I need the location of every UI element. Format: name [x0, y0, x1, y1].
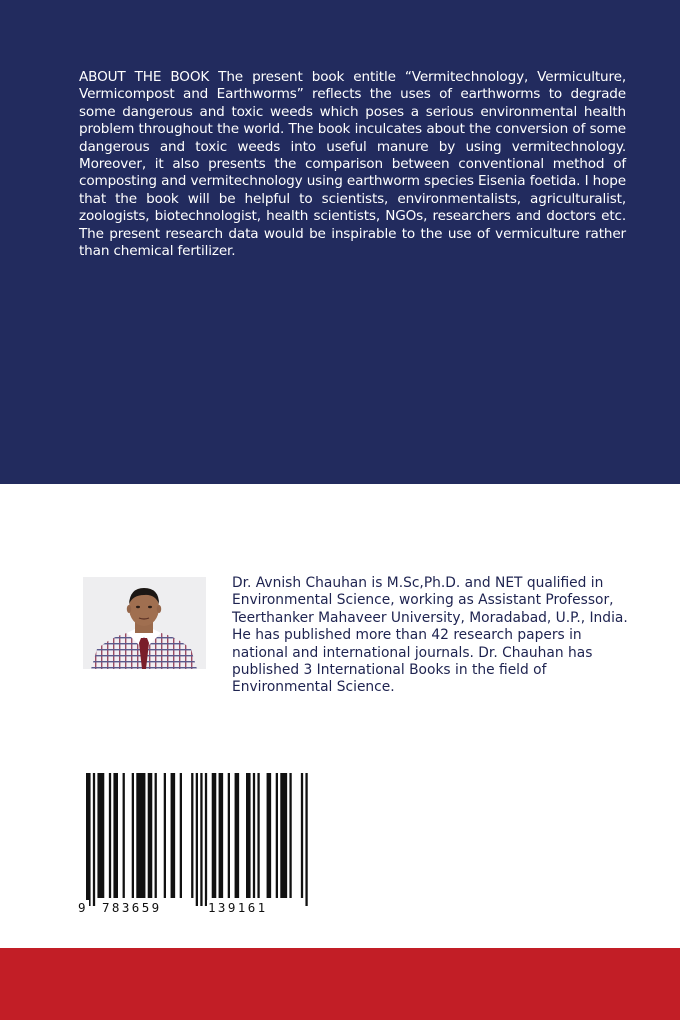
barcode-left-digits: 783659 [102, 900, 162, 915]
about-the-book-text: ABOUT THE BOOK The present book entitle “Vermitechnology, Vermiculture, Vermicompost and Earthworms” reflects the uses of earthworms to degrade some dangerous and toxic weeds which poses a serious environmental health problem throughout the world. The book inculcates about the conversion of some dangerous and toxic weeds into useful manure by using vermitechnology. Moreover, it also presents the comparison between conventional method of composting and vermitechnology using earthworm species Eisenia foetida. I hope that the book will be helpful to scientists, environmentalists, agriculturalist, zoologists, biotechnologist, health scientists, NGOs, researchers and doctors etc. The present research data would be inspirable to the use of vermiculture rather than chemical fertilizer. [79, 69, 626, 260]
barcode-first-digit: 9 [78, 900, 88, 915]
author-portrait-image [83, 577, 206, 669]
author-biography: Dr. Avnish Chauhan is M.Sc,Ph.D. and NET qualified in Environmental Science, working as Assistant Professor, Teerthanker Mahaveer University, Moradabad, U.P., India. He has published more than 42 research papers in national and international journals. Dr. Chauhan has published 3 International Books in the field of Environmental Science. [232, 575, 628, 696]
barcode-right-digits: 139161 [208, 900, 268, 915]
author-photo [83, 577, 206, 669]
barcode-bars-image [86, 773, 310, 906]
isbn-barcode [77, 773, 317, 918]
about-panel [0, 0, 680, 484]
bottom-red-band [0, 948, 680, 1020]
